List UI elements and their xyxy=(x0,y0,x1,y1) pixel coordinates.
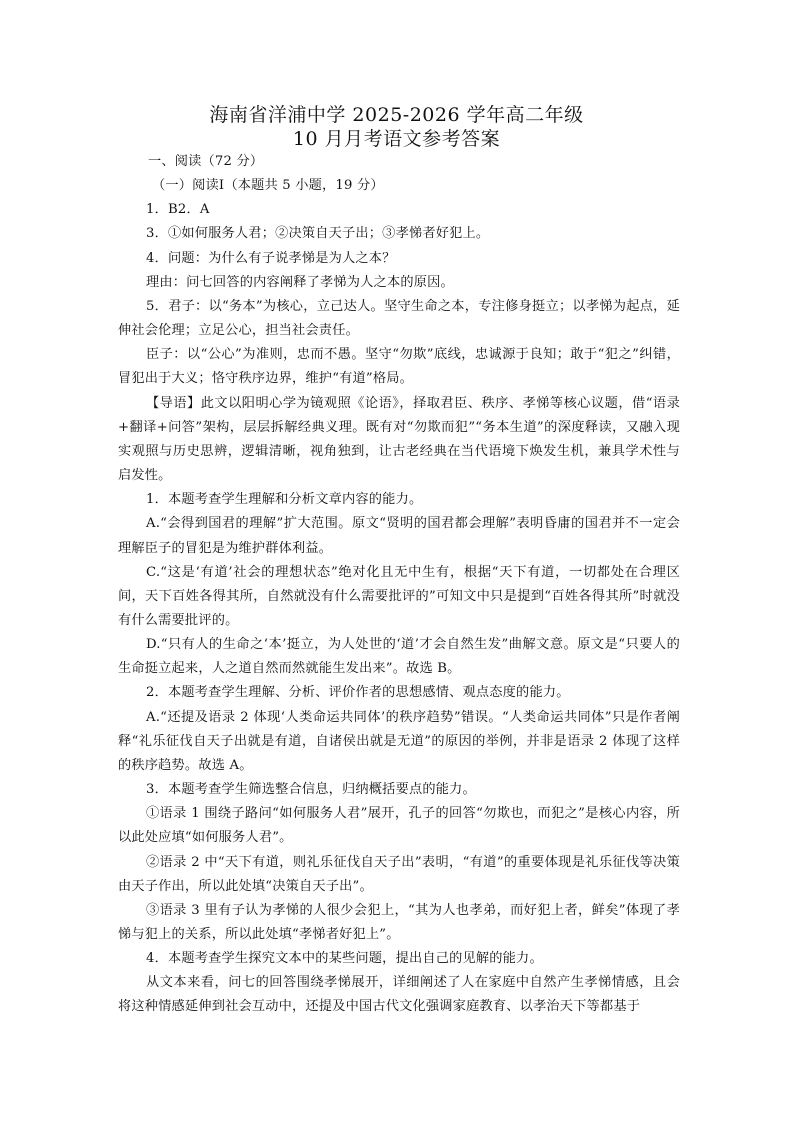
answer-paragraph: 1．B2．A xyxy=(146,202,210,218)
document-title-line1: 海南省洋浦中学 2025-2026 学年高二年级 xyxy=(209,104,584,126)
explanation-paragraph: 3．本题考查学生筛选整合信息，归纳概括要点的能力。 xyxy=(146,782,476,798)
explanation-paragraph: C.“这是‘有道’社会的理想状态”绝对化且无中生有，根据“天下有道，一切都处在合理区间，天下百姓各得其所，自然就没有什么需要批评的”可知文中只是提到“百姓各得其所”时就没有什么需要批评的。 xyxy=(118,564,680,628)
answer-paragraph: 4．问题：为什么有子说孝悌是为人之本？ xyxy=(146,250,396,266)
explanation-paragraph: ①语录 1 围绕子路问“如何服务人君”展开，孔子的回答“勿欺也，而犯之”是核心内容，所以此处应填“如何服务人君”。 xyxy=(118,806,680,846)
explanation-paragraph: 4．本题考查学生探究文本中的某些问题，提出自己的见解的能力。 xyxy=(146,951,543,967)
answer-paragraph: 5．君子：以“务本”为核心，立己达人。坚守生命之本，专注修身挺立；以孝悌为起点，延伸社会伦理；立足公心，担当社会责任。 xyxy=(118,298,680,339)
answer-paragraph: 3．①如何服务人君；②决策自天子出；③孝悌者好犯上。 xyxy=(146,226,490,242)
explanation-paragraph: A.“还提及语录 2 体现‘人类命运共同体’的秩序趋势”错误。“人类命运共同体”只是作者阐释“礼乐征伐自天子出就是有道，自诸侯出就是无道”的原因的举例，并非是语录 2 体现了这样的秩序趋势。故选 A。 xyxy=(118,709,680,773)
explanation-paragraph: A.“会得到国君的理解”扩大范围。原文“贤明的国君都会理解”表明昏庸的国君并不一定会理解臣子的冒犯是为维护群体利益。 xyxy=(118,516,680,556)
explanation-paragraph: 1．本题考查学生理解和分析文章内容的能力。 xyxy=(146,492,423,508)
explanation-paragraph: D.“只有人的生命之‘本’挺立，为人处世的‘道’才会自然生发”曲解文意。原文是“只要人的生命挺立起来，人之道自然而然就能生发出来”。故选 B。 xyxy=(118,637,680,677)
section-heading: 一、阅读（72 分） xyxy=(148,154,264,169)
document-title-line2: 10 月月考语文参考答案 xyxy=(292,128,501,150)
guide-paragraph: 【导语】此文以阳明心学为镜观照《论语》，择取君臣、秩序、孝悌等核心议题，借“语录+翻译+问答”架构，层层拆解经典义理。既有对“勿欺而犯”“务本生道”的深度释读，又融入现实观照与历史思辨，逻辑清晰，视角独到，让古老经典在当代语境下焕发生机，兼具学术性与启发性。 xyxy=(118,395,680,484)
subsection-heading: （一）阅读Ⅰ（本题共 5 小题，19 分） xyxy=(152,178,384,194)
answer-paragraph: 臣子：以“公心”为准则，忠而不愚。坚守“勿欺”底线，忠诚源于良知；敢于“犯之”纠错，冒犯出于大义；恪守秩序边界，维护“有道”格局。 xyxy=(118,347,680,387)
explanation-paragraph: ③语录 3 里有子认为孝悌的人很少会犯上，“其为人也孝弟，而好犯上者，鲜矣”体现了孝悌与犯上的关系，所以此处填“孝悌者好犯上”。 xyxy=(118,902,680,942)
answer-body xyxy=(118,150,680,1020)
explanation-paragraph: 从文本来看，问七的回答围绕孝悌展开，详细阐述了人在家庭中自然产生孝悌情感，且会将这种情感延伸到社会互动中，还提及中国古代文化强调家庭教育、以孝治天下等都基于 xyxy=(118,975,680,1015)
answer-paragraph: 理由：问七回答的内容阐释了孝悌为人之本的原因。 xyxy=(146,274,454,290)
explanation-paragraph: ②语录 2 中“天下有道，则礼乐征伐自天子出”表明，“有道”的重要体现是礼乐征伐等决策由天子作出，所以此处填“决策自天子出”。 xyxy=(118,854,680,894)
explanation-paragraph: 2．本题考查学生理解、分析、评价作者的思想感情、观点态度的能力。 xyxy=(146,685,570,701)
